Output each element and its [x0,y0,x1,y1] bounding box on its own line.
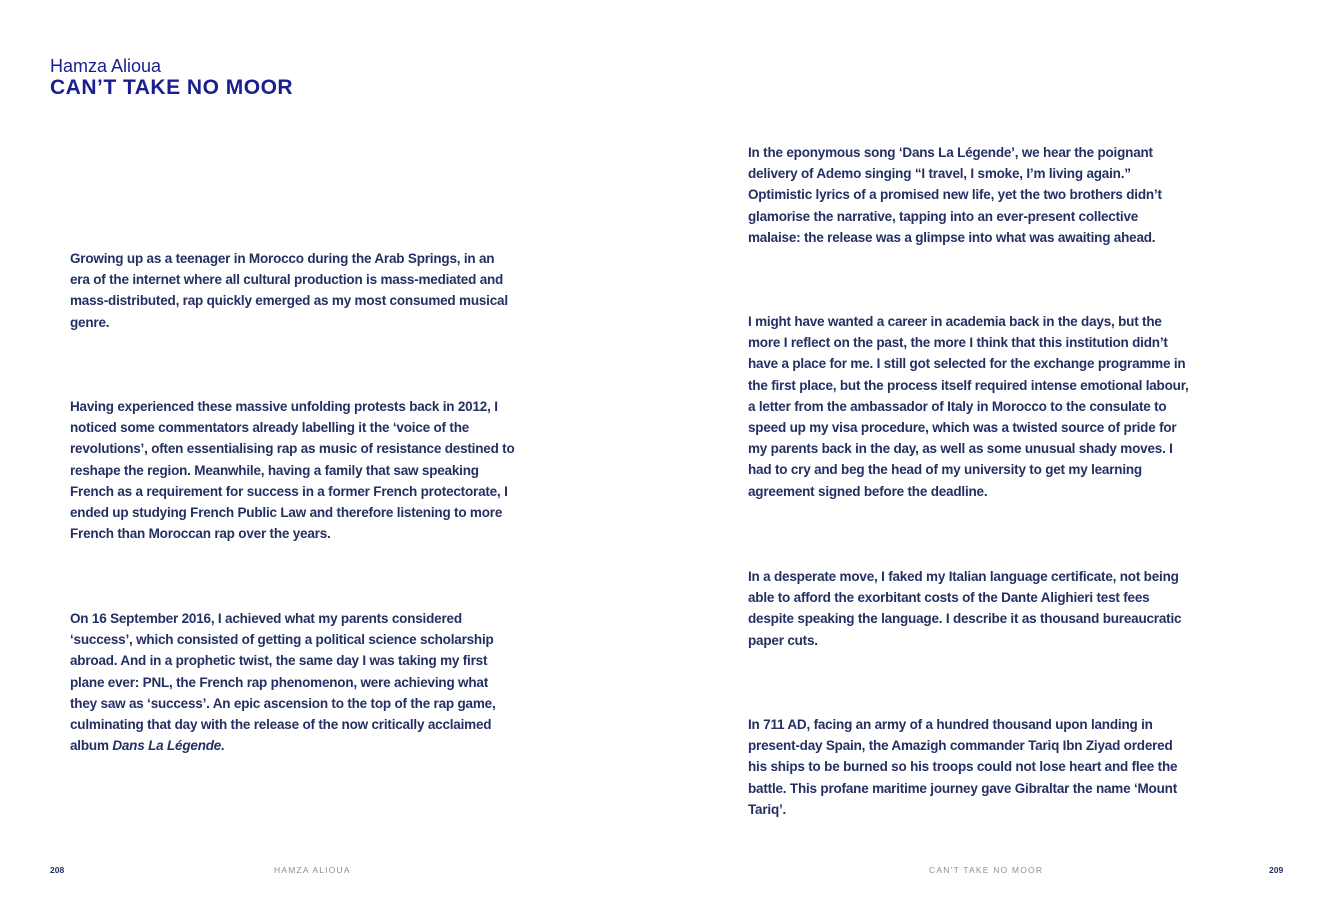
paragraph [748,714,1193,820]
album-title: Dans La Légende. [112,738,225,754]
page-number: 208 [50,865,65,875]
paragraph [748,142,1193,248]
left-page [0,0,668,904]
paragraph [70,396,515,544]
paragraph [70,248,515,333]
paragraph-text: In a desperate move, I faked my Italian language certificate, not being able to afford the exorbitant costs of the Dante Alighieri test fees despite speaking the language. I describe it as thousand bureaucratic paper cuts. [748,569,1182,648]
author-name: Hamza Alioua [50,56,162,76]
paragraph-text: On 16 September 2016, I achieved what my parents considered ‘success’, which consisted of getting a political science scholarship abroad. And in a prophetic twist, the same day I was taking my first plane ever: PNL, the French rap phenomenon, were achieving what they saw as ‘success’. An epic ascension to the top of the rap game, culminating that day with the release of the now critically acclaimed album [70,611,496,754]
paragraph-text: In 711 AD, facing an army of a hundred thousand upon landing in present-day Spain, the Amazigh commander Tariq Ibn Ziyad ordered his ships to be burned so his troops could not lose heart and flee the battle. This profane maritime journey gave Gibraltar the name ‘Mount Tariq’. [748,717,1178,817]
running-head: HAMZA ALIOUA [274,865,351,875]
essay-title: CAN’T TAKE NO MOOR [50,76,294,99]
paragraph [748,566,1193,651]
running-head: CAN’T TAKE NO MOOR [929,865,1044,875]
paragraph [748,311,1193,502]
paragraph [70,608,515,756]
paragraph-text: I might have wanted a career in academia back in the days, but the more I reflect on the past, the more I think that this institution didn’t have a place for me. I still got selected for the exchange programme in the first place, but the process itself required intense emotional labour, a letter from the ambassador of Italy in Morocco to the consulate to speed up my visa procedure, which was a twisted source of pride for my parents back in the day, as well as some unusual shady moves. I had to cry and beg the head of my university to get my learning agreement signed before the deadline. [748,314,1189,499]
right-page [668,0,1337,904]
paragraph-text: In the eponymous song ‘Dans La Légende’, we hear the poignant delivery of Ademo singing “I travel, I smoke, I’m living again.” Optimistic lyrics of a promised new life, yet the two brothers didn’t glamorise the narrative, tapping into an ever-present collective malaise: the release was a glimpse into what was awaiting ahead. [748,145,1162,245]
paragraph-text: Having experienced these massive unfolding protests back in 2012, I noticed some commentators already labelling it the ‘voice of the revolutions’, often essentialising rap as music of resistance destined to reshape the region. Meanwhile, having a family that saw speaking French as a requirement for success in a former French protectorate, I ended up studying French Public Law and therefore listening to more French than Moroccan rap over the years. [70,399,515,542]
paragraph-text: Growing up as a teenager in Morocco during the Arab Springs, in an era of the internet where all cultural production is mass-mediated and mass-distributed, rap quickly emerged as my most consumed musical genre. [70,251,508,330]
page-number: 209 [1269,865,1284,875]
